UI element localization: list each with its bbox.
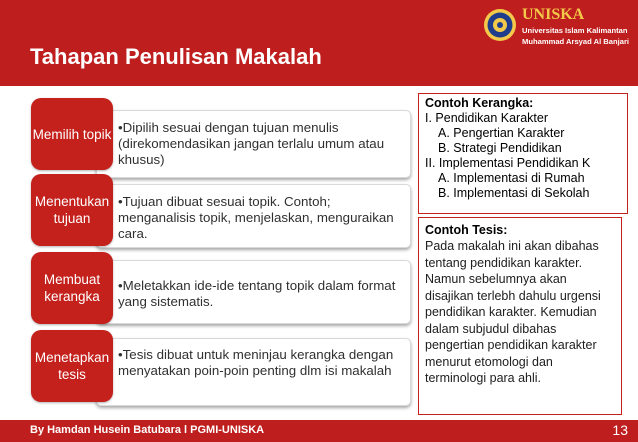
tesis-body: Pada makalah ini akan dibahas tentang pendidikan karakter. Namun sebelumnya akan disajikan terlebh dahulu urgensi pendidikan karakter. Kemudian dalam subjudul dibahas pengertian pendidikan karakter menurut etomologi dan terminologi para ahli.: [425, 239, 601, 385]
step-label-text-1: Memilih topik: [32, 126, 112, 142]
kerangka-line: II. Implementasi Pendidikan K: [425, 156, 591, 170]
footer-author: By Hamdan Husein Batubara l PGMI-UNISKA: [30, 424, 265, 436]
uniska-logo: [483, 8, 517, 42]
header-bar: [0, 0, 638, 86]
kerangka-line: A. Pengertian Karakter: [438, 126, 565, 140]
kerangka-line: A. Implementasi di Rumah: [438, 171, 585, 185]
step-text-4: •Tesis dibuat untuk meninjau kerangka dengan menyatakan poin-poin penting dlm isi makalah: [118, 347, 394, 378]
kerangka-line: B. Strategi Pendidikan: [438, 141, 562, 155]
step-text-1: •Dipilih sesuai dengan tujuan menulis (direkomendasikan jangan terlalu umum atau khusus): [118, 120, 385, 167]
kerangka-box: [418, 93, 628, 214]
footer-bar: [0, 420, 638, 442]
university-subtitle-2: Muhammad Arsyad Al Banjari: [522, 37, 630, 46]
step-text-2: •Tujuan dibuat sesuai topik. Contoh; menganalisis topik, menjelaskan, menguraikan cara.: [118, 194, 394, 241]
step-label-4: [31, 330, 113, 402]
university-subtitle-1: Universitas Islam Kalimantan: [522, 26, 628, 35]
step-label-2: [31, 174, 113, 246]
kerangka-line: I. Pendidikan Karakter: [425, 111, 548, 125]
step-text-3: •Meletakkan ide-ide tentang topik dalam format yang sistematis.: [118, 278, 396, 309]
kerangka-line: B. Implementasi di Sekolah: [438, 186, 590, 200]
step-label-3: [31, 252, 113, 324]
step-label-1: [31, 98, 113, 170]
slide-title: Tahapan Penulisan Makalah: [30, 44, 322, 69]
kerangka-heading: Contoh Kerangka:: [425, 96, 534, 110]
step-label-text-3: Membuat kerangka: [43, 272, 101, 304]
page-number: 13: [612, 422, 628, 438]
step-label-text-4: Menetapkan tesis: [34, 350, 110, 382]
step-label-text-2: Menentukan tujuan: [34, 194, 110, 226]
tesis-box: [418, 217, 622, 415]
university-name: UNISKA: [522, 6, 585, 23]
tesis-heading: Contoh Tesis:: [425, 223, 508, 237]
